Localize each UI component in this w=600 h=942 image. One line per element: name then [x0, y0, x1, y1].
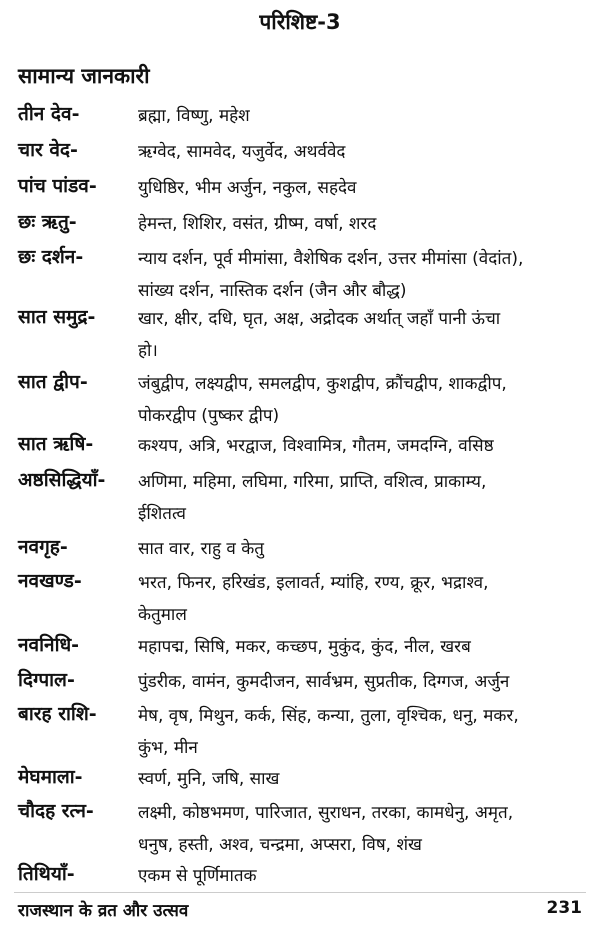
entry-label: नवगृह-: [18, 536, 68, 558]
entry-label: छः दर्शन-: [18, 246, 84, 268]
entry-value: भरत, फिनर, हरिखंड, इलावर्त, म्यांहि, रण्य, क्रूर, भद्राश्व, केतुमाल: [138, 573, 489, 625]
entry-label: तिथियाँ-: [18, 863, 75, 885]
entry-label: तीन देव-: [18, 103, 80, 125]
entry-value: ऋग्वेद, सामवेद, यजुर्वेद, अथर्ववेद: [138, 142, 346, 162]
entry-label: नवखण्ड-: [18, 570, 82, 592]
entry-value: एकम से पूर्णिमातक: [138, 866, 257, 886]
entry-label: चार वेद-: [18, 139, 78, 161]
entry-value: जंबुद्वीप, लक्ष्यद्वीप, समलद्वीप, कुशद्वीप, क्रौंचद्वीप, शाकद्वीप, पोकरद्वीप (पुष्कर द्वीप): [138, 374, 507, 426]
footer-divider: [14, 892, 586, 893]
page-title: परिशिष्ट-3: [259, 10, 341, 34]
entry-value: न्याय दर्शन, पूर्व मीमांसा, वैशेषिक दर्शन, उत्तर मीमांसा (वेदांत), सांख्य दर्शन, नास्तिक दर्शन (जैन और बौद्ध): [138, 249, 524, 301]
running-footer-title: राजस्थान के व्रत और उत्सव: [18, 901, 189, 921]
entry-value: महापद्म, सिषि, मकर, कच्छप, मुकुंद, कुंद, नील, खरब: [138, 637, 471, 657]
entry-label: सात ऋषि-: [18, 433, 94, 455]
entry-value: लक्ष्मी, कोष्ठभमण, पारिजात, सुराधन, तरका, कामधेनु, अमृत, धनुष, हस्ती, अश्व, चन्द्रमा, अप्सरा, विष, शंख: [138, 803, 514, 855]
entry-value: युधिष्ठिर, भीम अर्जुन, नकुल, सहदेव: [138, 178, 357, 198]
entry-label: अष्ठसिद्धियाँ-: [18, 469, 106, 491]
entry-label: नवनिधि-: [18, 634, 80, 656]
entry-label: दिग्पाल-: [18, 669, 75, 691]
section-heading: सामान्य जानकारी: [18, 64, 150, 88]
entry-value: ब्रह्मा, विष्णु, महेश: [138, 106, 250, 126]
entry-label: मेघमाला-: [18, 766, 83, 788]
entry-value: स्वर्ण, मुनि, जषि, साख: [138, 769, 280, 789]
entry-label: सात द्वीप-: [18, 371, 88, 393]
entry-label: बारह राशि-: [18, 703, 97, 725]
entry-value: सात वार, राहु व केतु: [138, 539, 264, 559]
entry-label: छः ऋतु-: [18, 211, 77, 233]
page-number: 231: [546, 898, 582, 918]
entry-value: अणिमा, महिमा, लघिमा, गरिमा, प्राप्ति, वशित्व, प्राकाम्य, ईशितत्व: [138, 472, 487, 524]
entry-value: खार, क्षीर, दधि, घृत, अक्ष, अद्रोदक अर्थात् जहाँ पानी ऊंचा हो।: [138, 309, 501, 361]
entry-label: सात समुद्र-: [18, 306, 96, 328]
entry-label: चौदह रत्न-: [18, 800, 94, 822]
entry-value: हेमन्त, शिशिर, वसंत, ग्रीष्म, वर्षा, शरद: [138, 214, 377, 234]
entry-value: पुंडरीक, वामंन, कुमदीजन, सार्वभ्रम, सुप्रतीक, दिग्गज, अर्जुन: [138, 672, 510, 692]
entry-value: कश्यप, अत्रि, भरद्वाज, विश्वामित्र, गौतम, जमदग्नि, वसिष्ठ: [138, 436, 494, 456]
entry-label: पांच पांडव-: [18, 175, 97, 197]
entry-value: मेष, वृष, मिथुन, कर्क, सिंह, कन्या, तुला, वृश्चिक, धनु, मकर, कुंभ, मीन: [138, 706, 519, 758]
